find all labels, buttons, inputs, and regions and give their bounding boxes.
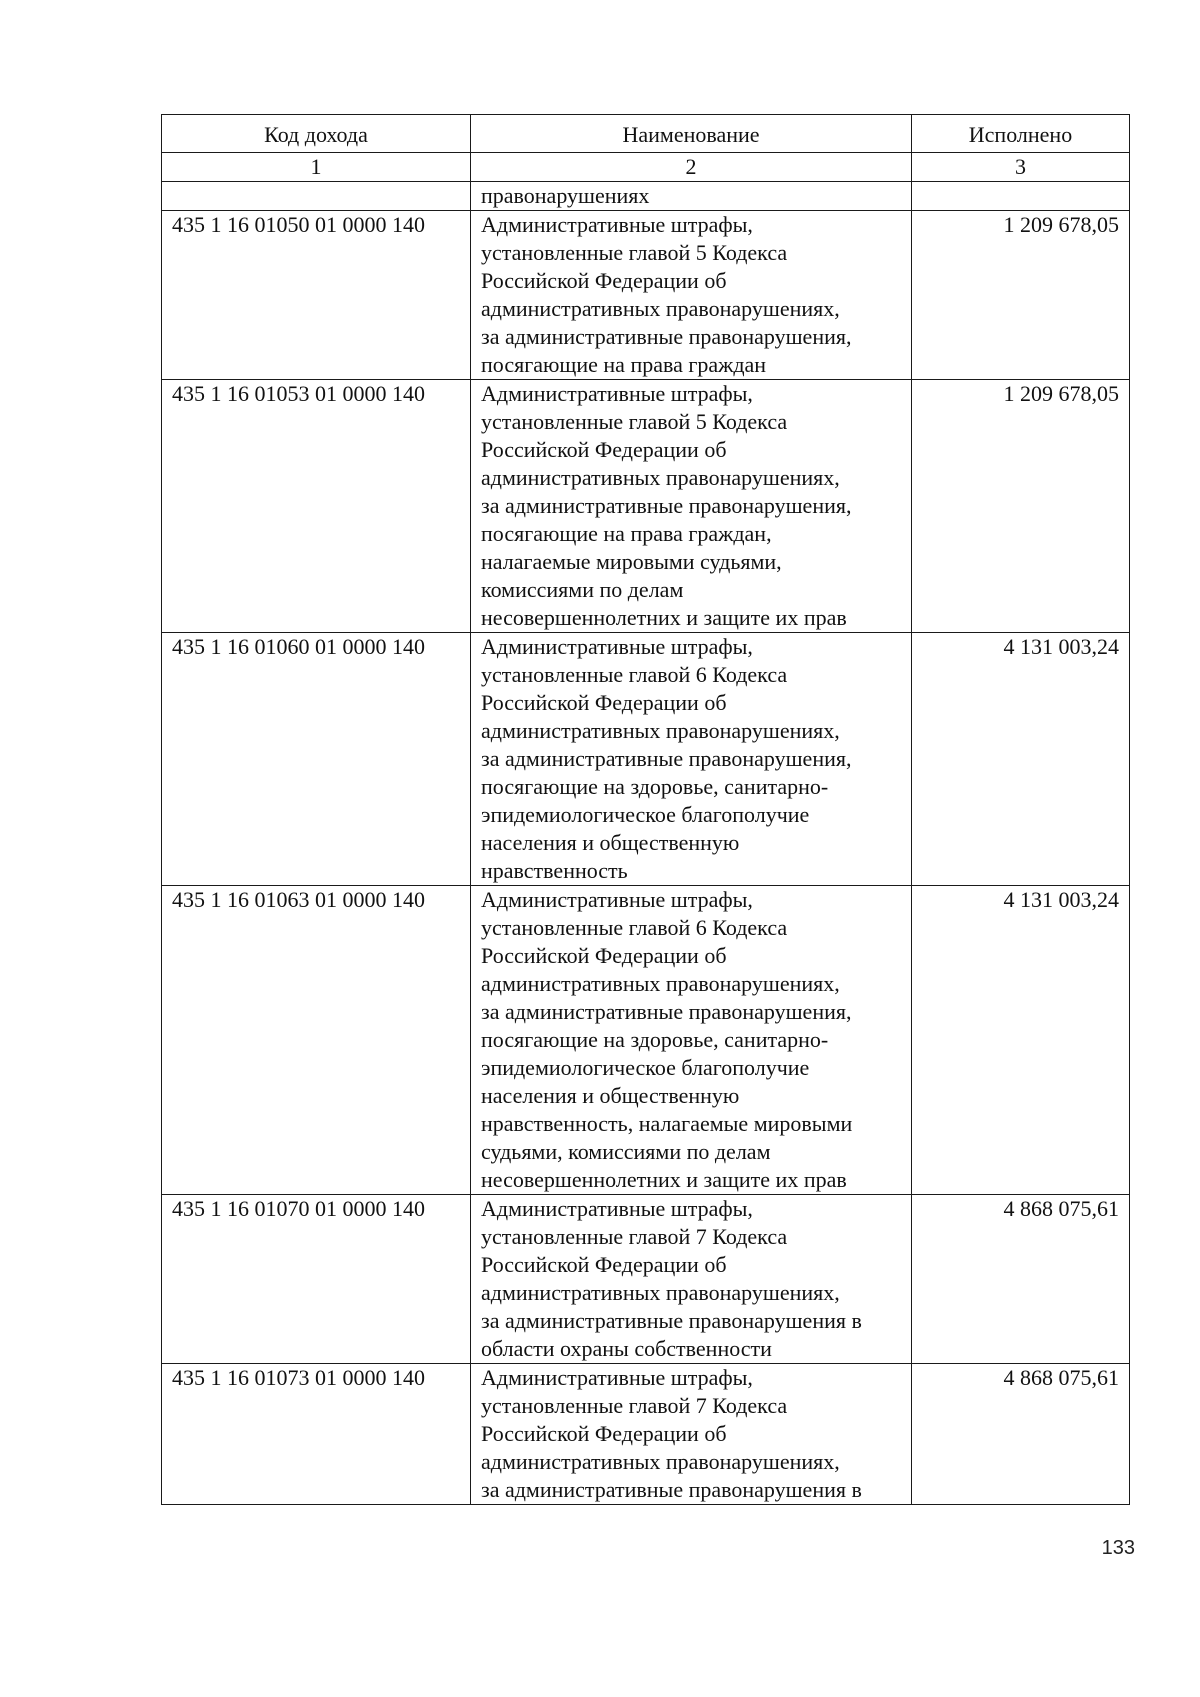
row-code (162, 182, 471, 211)
row-amount: 1 209 678,05 (912, 211, 1130, 380)
row-name (471, 886, 912, 1195)
row-name (471, 182, 912, 211)
row-amount: 4 868 075,61 (912, 1195, 1130, 1364)
table-row (162, 633, 1130, 886)
row-name-line: эпидемиологическое благополучие (481, 1055, 810, 1080)
row-name-line: за административные правонарушения, (481, 999, 852, 1024)
column-number-1: 1 (162, 153, 471, 182)
row-name-line: за административные правонарушения, (481, 746, 852, 771)
row-code: 435 1 16 01073 01 0000 140 (162, 1364, 471, 1505)
row-code: 435 1 16 01050 01 0000 140 (162, 211, 471, 380)
row-name-line: за административные правонарушения, (481, 493, 852, 518)
revenue-table (161, 114, 1130, 1505)
row-name-line: административных правонарушениях, (481, 1280, 840, 1305)
row-amount (912, 182, 1130, 211)
row-name (471, 1364, 912, 1505)
row-name-line: Административные штрафы, (481, 634, 753, 659)
row-name-line: установленные главой 6 Кодекса (481, 662, 788, 687)
page-number: 133 (1101, 1537, 1135, 1559)
row-name-line: административных правонарушениях, (481, 971, 840, 996)
row-name-line: Административные штрафы, (481, 1196, 753, 1221)
row-name-line: установленные главой 7 Кодекса (481, 1224, 788, 1249)
row-code: 435 1 16 01063 01 0000 140 (162, 886, 471, 1195)
table-row (162, 886, 1130, 1195)
row-name-line: Административные штрафы, (481, 381, 753, 406)
row-name-line: Российской Федерации об (481, 1421, 727, 1446)
row-name-line: за административные правонарушения в (481, 1477, 862, 1502)
header-executed: Исполнено (912, 115, 1130, 153)
row-name-line: установленные главой 6 Кодекса (481, 915, 788, 940)
row-name-line: административных правонарушениях, (481, 718, 840, 743)
row-name (471, 211, 912, 380)
row-name-line: установленные главой 7 Кодекса (481, 1393, 788, 1418)
row-code: 435 1 16 01060 01 0000 140 (162, 633, 471, 886)
row-name-line: Российской Федерации об (481, 437, 727, 462)
row-name-line: за административные правонарушения в (481, 1308, 862, 1333)
row-name-line: Российской Федерации об (481, 690, 727, 715)
row-name-line: посягающие на права граждан, (481, 521, 772, 546)
row-name-line: посягающие на здоровье, санитарно- (481, 774, 829, 799)
table-row (162, 1195, 1130, 1364)
row-amount: 1 209 678,05 (912, 380, 1130, 633)
row-name-line: административных правонарушениях, (481, 1449, 840, 1474)
row-amount: 4 131 003,24 (912, 886, 1130, 1195)
row-name-line: административных правонарушениях, (481, 465, 840, 490)
row-amount: 4 131 003,24 (912, 633, 1130, 886)
row-name-line: населения и общественную (481, 1083, 740, 1108)
row-name-line: Российской Федерации об (481, 1252, 727, 1277)
row-name-line: населения и общественную (481, 830, 740, 855)
row-name-line: Российской Федерации об (481, 268, 727, 293)
row-name (471, 1195, 912, 1364)
row-name-line: судьями, комиссиями по делам (481, 1139, 771, 1164)
row-name-line: посягающие на здоровье, санитарно- (481, 1027, 829, 1052)
row-name-line: административных правонарушениях, (481, 296, 840, 321)
table-body (162, 182, 1130, 1505)
row-name-line: налагаемые мировыми судьями, (481, 549, 782, 574)
column-number-row (162, 153, 1130, 182)
row-name-line: нравственность (481, 858, 628, 883)
column-number-3: 3 (912, 153, 1130, 182)
row-name-line: за административные правонарушения, (481, 324, 852, 349)
header-row (162, 115, 1130, 153)
row-name-line: установленные главой 5 Кодекса (481, 409, 788, 434)
row-name-line: Административные штрафы, (481, 1365, 753, 1390)
row-name-line: установленные главой 5 Кодекса (481, 240, 788, 265)
row-name (471, 633, 912, 886)
row-name-line: несовершеннолетних и защите их прав (481, 605, 847, 630)
row-code: 435 1 16 01053 01 0000 140 (162, 380, 471, 633)
row-name-line: комиссиями по делам (481, 577, 684, 602)
row-name-line: области охраны собственности (481, 1336, 772, 1361)
table-row (162, 211, 1130, 380)
row-name-line: эпидемиологическое благополучие (481, 802, 810, 827)
row-name-line: несовершеннолетних и защите их прав (481, 1167, 847, 1192)
continuation-row (162, 182, 1130, 211)
row-name-line: посягающие на права граждан (481, 352, 767, 377)
row-amount: 4 868 075,61 (912, 1364, 1130, 1505)
column-number-2: 2 (471, 153, 912, 182)
row-name-line: Административные штрафы, (481, 212, 753, 237)
table-row (162, 380, 1130, 633)
row-code: 435 1 16 01070 01 0000 140 (162, 1195, 471, 1364)
row-name-line: Российской Федерации об (481, 943, 727, 968)
table-row (162, 1364, 1130, 1505)
header-name: Наименование (471, 115, 912, 153)
row-name (471, 380, 912, 633)
row-name-line: нравственность, налагаемые мировыми (481, 1111, 853, 1136)
row-name-line: Административные штрафы, (481, 887, 753, 912)
row-name-line: правонарушениях (481, 183, 650, 208)
header-code: Код дохода (162, 115, 471, 153)
